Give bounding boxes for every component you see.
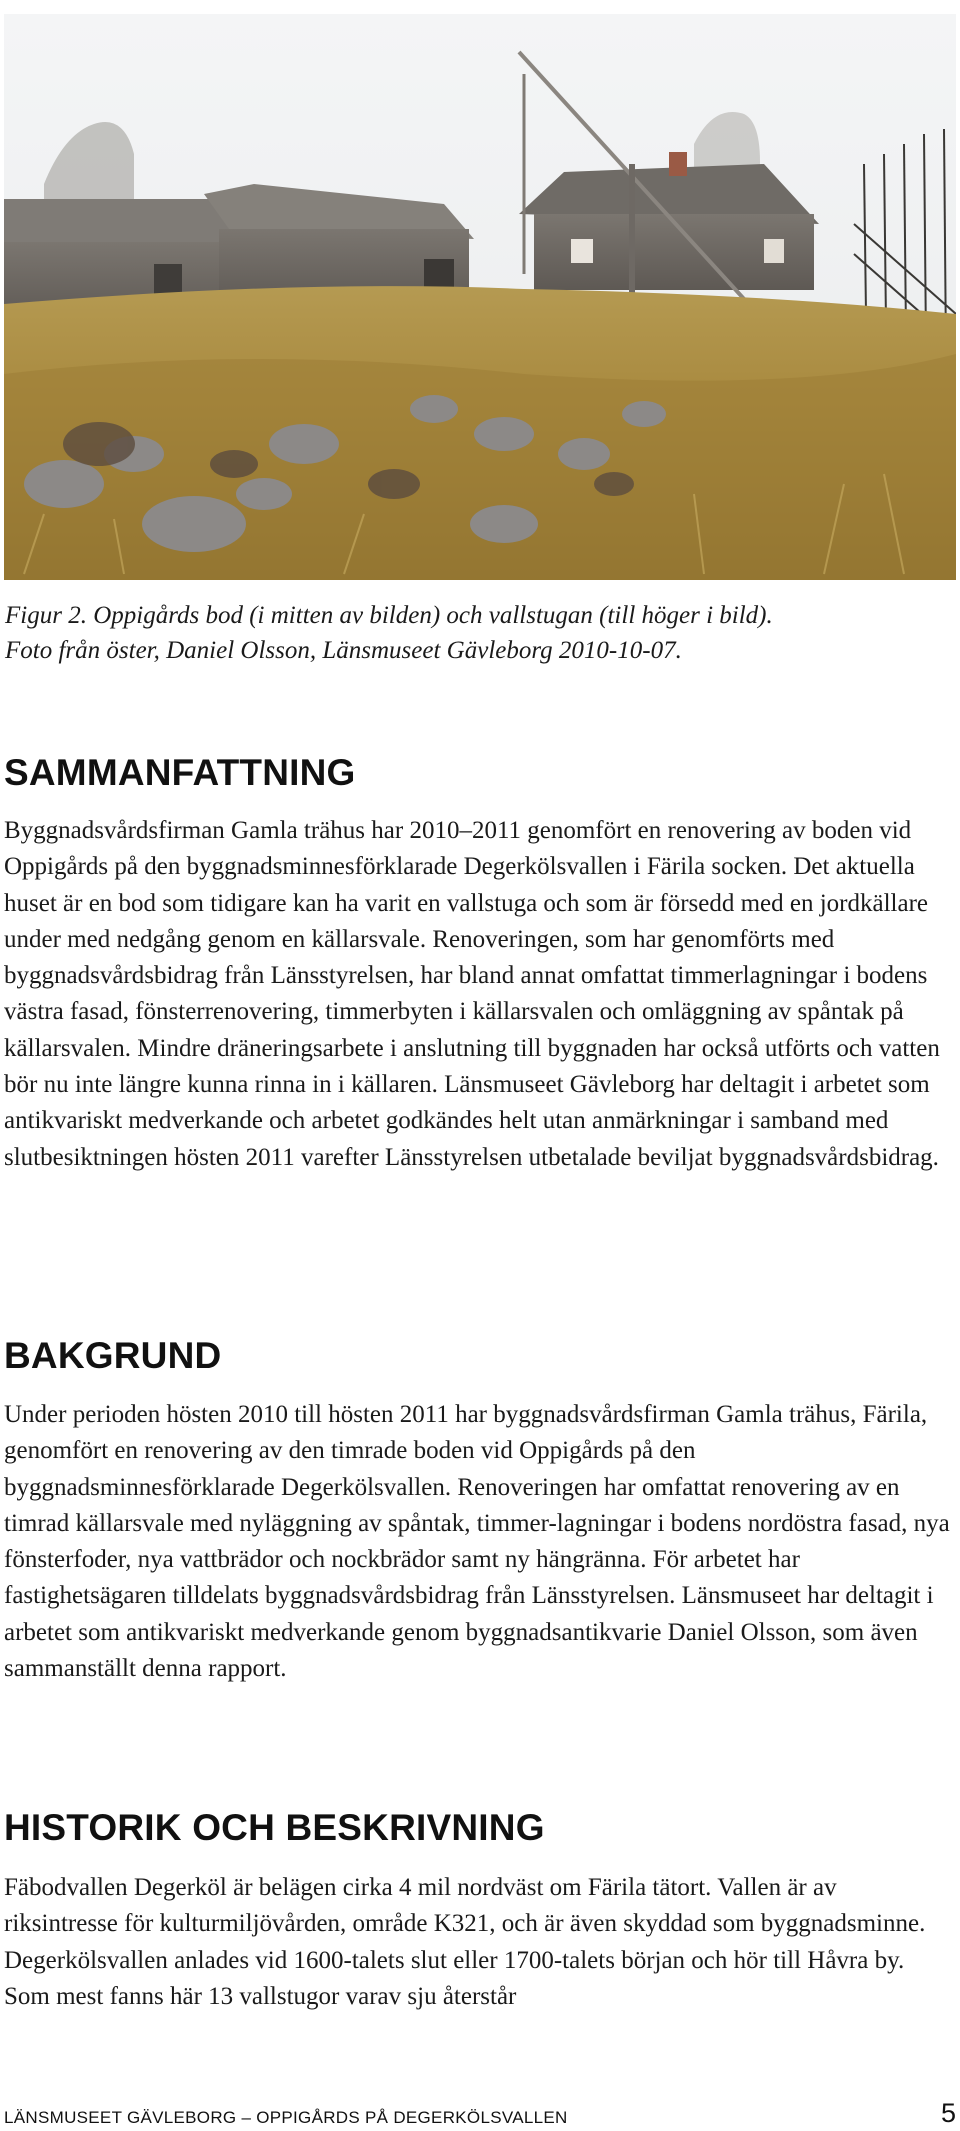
paragraph-bakgrund: Under perioden hösten 2010 till hösten 2011 har byggnadsvårdsfirman Gamla trähus, Färila, genomfört en renovering av den timrade boden vid Oppigårds på den byggnadsminnesförklarade Degerkölsvallen. Renoveringen har omfattat renovering av en timrad källarsvale med nyläggning av spåntak, timmer-lagningar i bodens nordöstra fasad, nya fönsterfoder, nya vattbrädor och nockbrädor samt ny hängränna. För arbetet har fastighetsägaren tilldelats byggnadsvårdsbidrag från Länsstyrelsen. Länsmuseet har deltagit i arbetet som antikvariskt medverkande genom byggnadsantikvarie Daniel Olsson, som även sammanställt denna rapport. bbox=[4, 1401, 950, 1683]
figure-caption bbox=[5, 598, 950, 668]
footer-running-title: LÄNSMUSEET GÄVLEBORG – OPPIGÅRDS PÅ DEGERKÖLSVALLEN bbox=[4, 2108, 568, 2127]
heading-historik: HISTORIK OCH BESKRIVNING bbox=[4, 1807, 545, 1848]
figure-photo bbox=[4, 14, 956, 580]
heading-sammanfattning: SAMMANFATTNING bbox=[4, 752, 356, 793]
page-number: 5 bbox=[940, 2098, 956, 2128]
heading-bakgrund: BAKGRUND bbox=[4, 1335, 222, 1376]
caption-line-2: Foto från öster, Daniel Olsson, Länsmuseet Gävleborg 2010-10-07. bbox=[5, 637, 682, 664]
paragraph-historik: Fäbodvallen Degerköl är belägen cirka 4 mil nordväst om Färila tätort. Vallen är av riksintresse för kulturmiljövården, område K321, och är även skyddad som byggnadsminne. Degerkölsvallen anlades vid 1600-talets slut eller 1700-talets början och hör till Håvra by. Som mest fanns här 13 vallstugor varav sju återstår bbox=[4, 1874, 926, 2010]
paragraph-sammanfattning: Byggnadsvårdsfirman Gamla trähus har 2010–2011 genomfört en renovering av boden vid Oppigårds på den byggnadsminnesförklarade Degerkölsvallen i Färila socken. Det aktuella huset är en bod som tidigare kan ha varit en vallstuga och som är försedd med en jordkällare under med nedgång genom en källarsvale. Renoveringen, som har genomförts med byggnadsvårdsbidrag från Länsstyrelsen, har bland annat omfattat timmerlagningar i bodens västra fasad, fönsterrenovering, timmerbyten i källarsvalen och omläggning av spåntak på källarsvalen. Mindre dräneringsarbete i anslutning till byggnaden har också utförts och vatten bör nu inte längre kunna rinna in i källaren. Länsmuseet Gävleborg har deltagit i arbetet som antikvariskt medverkande och arbetet godkändes helt utan anmärkningar i samband med slutbesiktningen hösten 2011 varefter Länsstyrelsen utbetalade beviljat byggnadsvårdsbidrag. bbox=[4, 817, 940, 1171]
caption-line-1: Figur 2. Oppigårds bod (i mitten av bilden) och vallstugan (till höger i bild). bbox=[5, 602, 773, 629]
